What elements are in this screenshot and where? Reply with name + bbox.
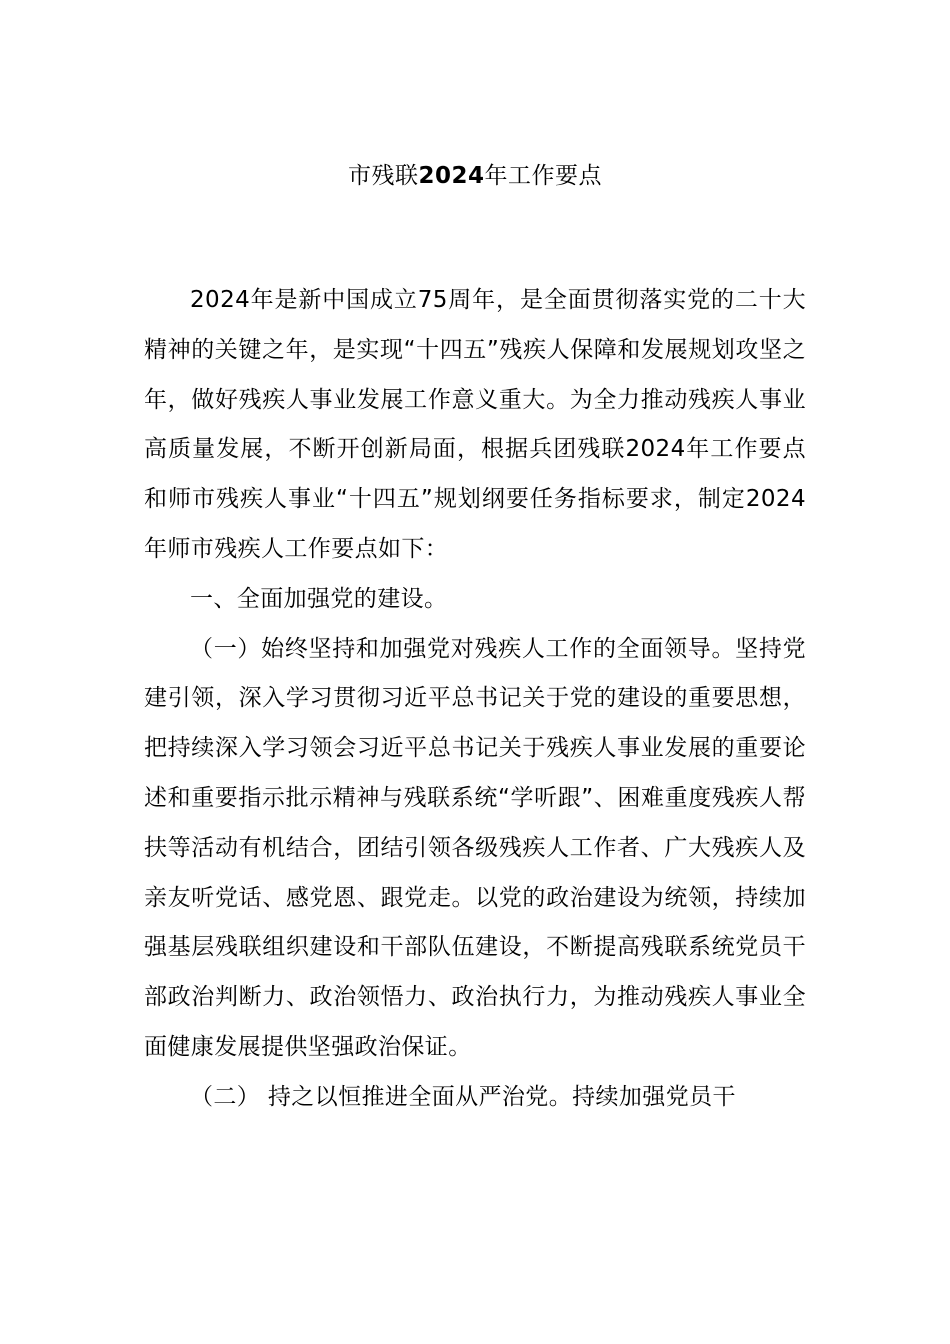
paragraph-item-1: （一）始终坚持和加强党对残疾人工作的全面领导。坚持党建引领，深入学习贯彻习近平总书记关于党的建设的重要思想，把持续深入学习领会习近平总书记关于残疾人事业发展的重要论述和重要指示批示精神与残联系统“学听跟”、困难重度残疾人帮扶等活动有机结合，团结引领各级残疾人工作者、广大残疾人及亲友听党话、感党恩、跟党走。以党的政治建设为统领，持续加强基层残联组织建设和干部队伍建设，不断提高残联系统党员干部政治判断力、政治领悟力、政治执行力，为推动残疾人事业全面健康发展提供坚强政治保证。 <box>144 635 806 1060</box>
title-prefix: 市残联 <box>347 163 419 189</box>
document-title <box>0 158 950 194</box>
document-body <box>144 276 806 1123</box>
paragraph-intro: 2024年是新中国成立75周年，是全面贯彻落实党的二十大精神的关键之年，是实现“十四五”残疾人保障和发展规划攻坚之年，做好残疾人事业发展工作意义重大。为全力推动残疾人事业高质量发展，不断开创新局面，根据兵团残联2024年工作要点和师市残疾人事业“十四五”规划纲要任务指标要求，制定2024年师市残疾人工作要点如下： <box>144 287 806 562</box>
title-suffix: 年工作要点 <box>484 163 602 189</box>
title-year: 2024 <box>418 163 485 189</box>
heading-section-1: 一、全面加强党的建设。 <box>190 585 448 612</box>
paragraph-item-2: （二） 持之以恒推进全面从严治党。持续加强党员干 <box>190 1083 736 1110</box>
